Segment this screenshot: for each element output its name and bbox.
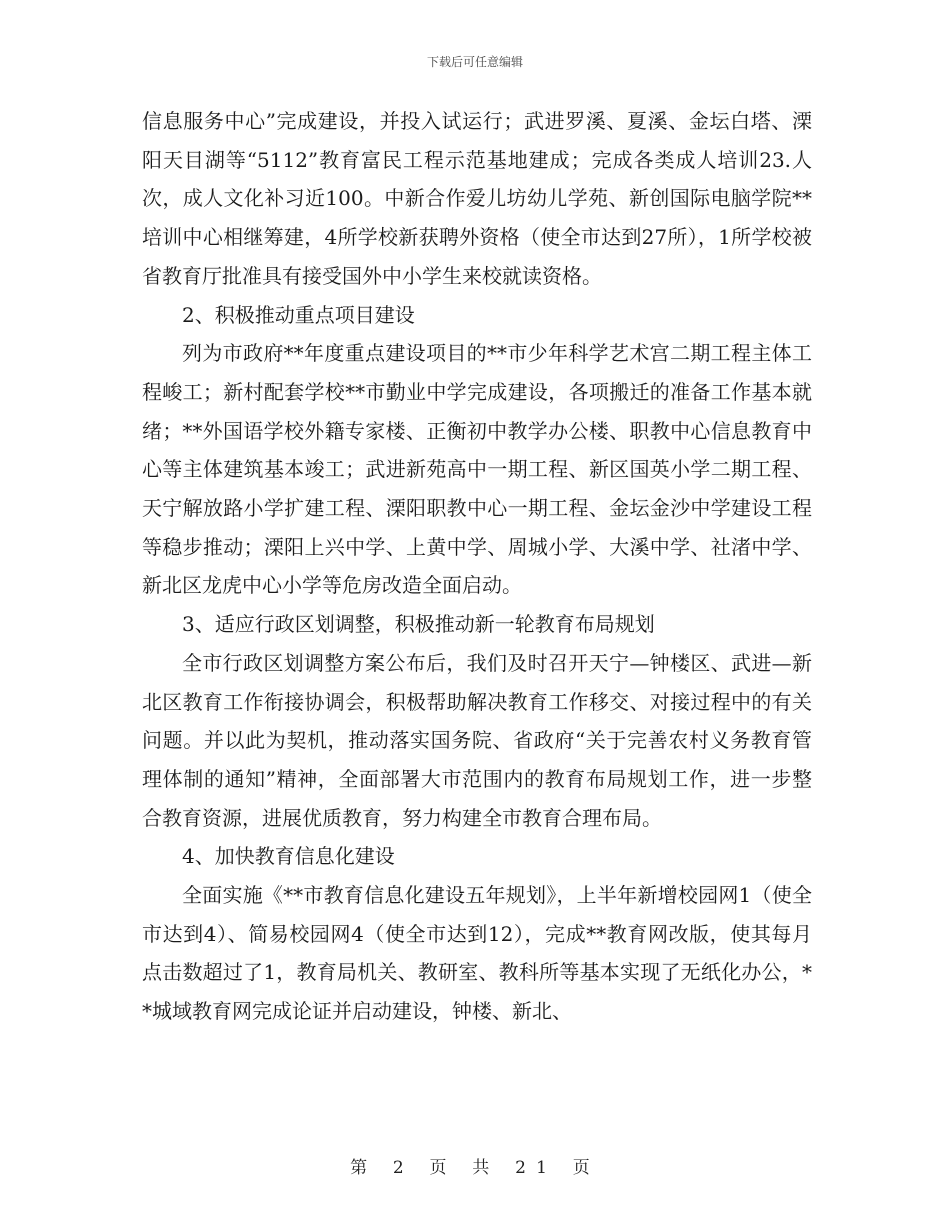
- section-heading: 2、积极推动重点项目建设: [182, 302, 415, 327]
- body-paragraph: 信息服务中心”完成建设，并投入试运行；武进罗溪、夏溪、金坛白塔、溧阳天目湖等“5112”教育富民工程示范基地建成；完成各类成人培训23.人次，成人文化补习近100。中新合作爱儿坊幼儿学苑、新创国际电脑学院**培训中心相继筹建，4所学校新获聘外资格（使全市达到27所），1所学校被省教育厅批准具有接受国外中小学生来校就读资格。: [142, 109, 812, 288]
- section-heading: 3、适应行政区划调整，积极推动新一轮教育布局规划: [182, 612, 655, 637]
- body-paragraph: 全市行政区划调整方案公布后，我们及时召开天宁—钟楼区、武进—新北区教育工作衔接协调会，积极帮助解决教育工作移交、对接过程中的有关问题。并以此为契机，推动落实国务院、省政府“关于完善农村义务教育管理体制的通知”精神，全面部署大市范围内的教育布局规划工作，进一步整合教育资源，进展优质教育，努力构建全市教育合理布局。: [142, 650, 812, 830]
- document-body: [142, 102, 812, 1031]
- page-footer: 第 2 页 共 21 页: [350, 1158, 600, 1178]
- body-paragraph: 全面实施《**市教育信息化建设五年规划》，上半年新增校园网1（使全市达到4）、简易校园网4（使全市达到12），完成**教育网改版，使其每月点击数超过了1，教育局机关、教研室、教科所等基本实现了无纸化办公，**城域教育网完成论证并启动建设，钟楼、新北、: [142, 883, 812, 1024]
- page-header: 下载后可任意编辑: [426, 55, 523, 69]
- section-heading: 4、加快教育信息化建设: [182, 844, 395, 869]
- body-paragraph: 列为市政府**年度重点建设项目的**市少年科学艺术宫二期工程主体工程峻工；新村配套学校**市勤业中学完成建设，各项搬迁的准备工作基本就绪；**外国语学校外籍专家楼、正衡初中教学办公楼、职教中心信息教育中心等主体建筑基本竣工；武进新苑高中一期工程、新区国英小学二期工程、天宁解放路小学扩建工程、溧阳职教中心一期工程、金坛金沙中学建设工程等稳步推动；溧阳上兴中学、上黄中学、周城小学、大溪中学、社渚中学、新北区龙虎中心小学等危房改造全面启动。: [142, 341, 812, 598]
